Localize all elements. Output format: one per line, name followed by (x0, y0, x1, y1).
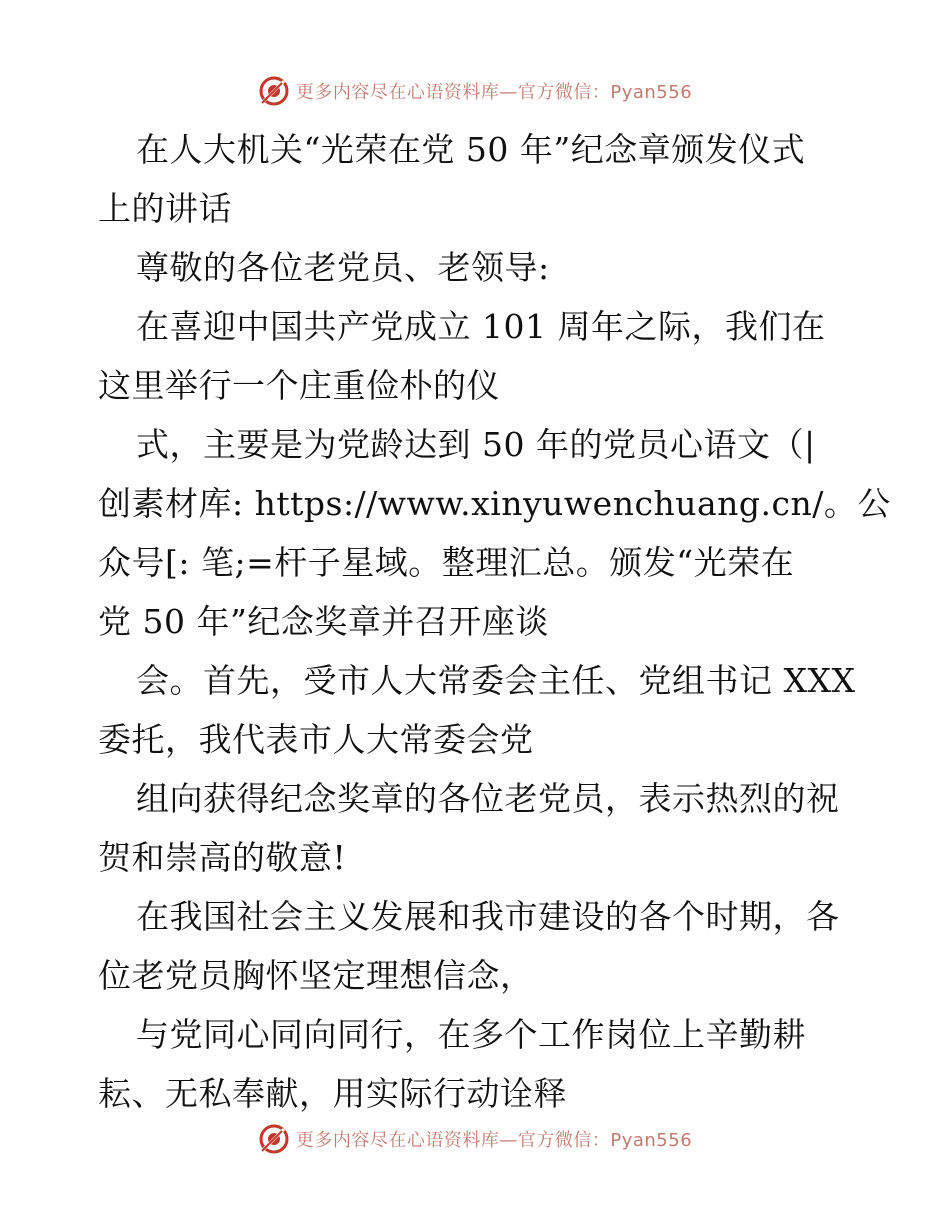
text-line: 组向获得纪念奖章的各位老党员，表示热烈的祝 (136, 779, 840, 818)
footer-banner (0, 1119, 950, 1159)
text-line: 众号[: 笔;=杆子星域。整理汇总。颁发“光荣在 (98, 543, 795, 582)
header-banner-text: 更多内容尽在心语资料库—官方微信：Pyan556 (295, 82, 693, 103)
text-line: 会。首先，受市人大常委会主任、党组书记 XXX (136, 661, 856, 700)
text-line: 在我国社会主义发展和我市建设的各个时期，各 (136, 897, 840, 936)
red-circular-logo-icon (258, 75, 290, 107)
text-line: 与党同心同向同行，在多个工作岗位上辛勤耕 (136, 1015, 806, 1054)
text-line: 党 50 年”纪念奖章并召开座谈 (98, 602, 549, 641)
text-line: 创素材库: https://www.xinyuwenchuang.cn/。公 (98, 484, 891, 523)
red-circular-logo-icon (258, 1123, 290, 1155)
footer-banner-text: 更多内容尽在心语资料库—官方微信：Pyan556 (295, 1130, 693, 1151)
text-line: 尊敬的各位老党员、老领导: (136, 248, 550, 287)
text-line: 贺和崇高的敬意! (98, 838, 347, 877)
text-line: 在人大机关“光荣在党 50 年”纪念章颁发仪式 (136, 130, 806, 169)
text-line: 耘、无私奉献，用实际行动诠释 (98, 1074, 567, 1113)
document-body (98, 120, 891, 1123)
text-line: 这里举行一个庄重俭朴的仪 (98, 366, 500, 405)
header-banner (0, 71, 950, 111)
text-line: 在喜迎中国共产党成立 101 周年之际，我们在 (136, 307, 826, 346)
text-line: 委托，我代表市人大常委会党 (98, 720, 534, 759)
text-line: 式，主要是为党龄达到 50 年的党员心语文（| (136, 425, 816, 464)
text-line: 上的讲话 (98, 189, 232, 228)
text-line: 位老党员胸怀坚定理想信念， (98, 956, 534, 995)
